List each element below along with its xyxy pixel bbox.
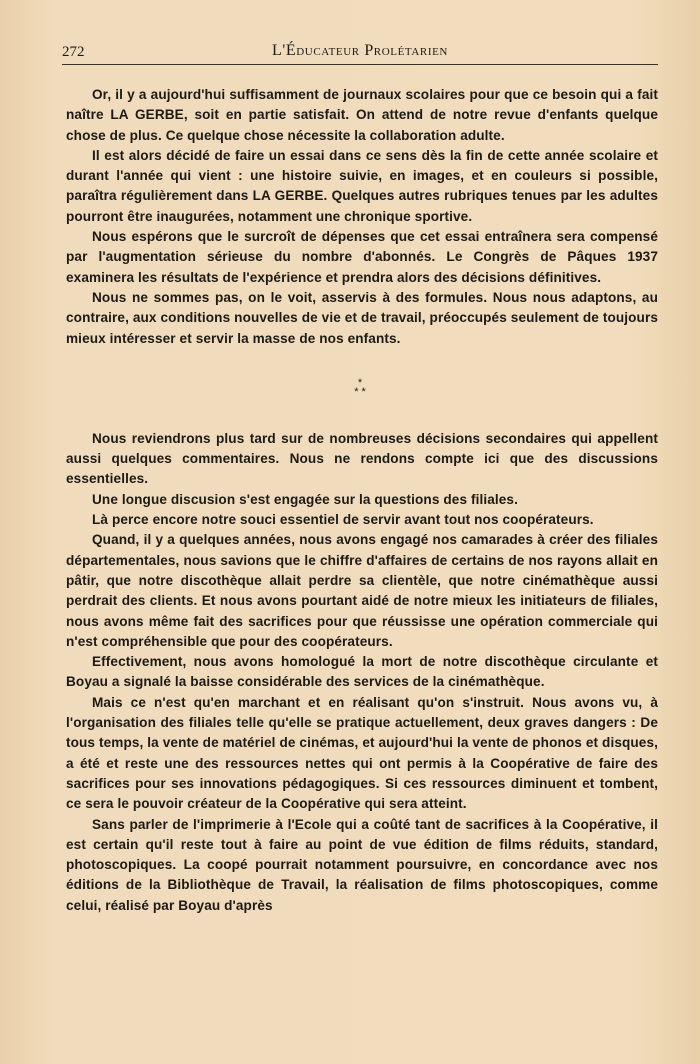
paragraph: Une longue discusion s'est engagée sur la questions des filiales.	[92, 491, 518, 507]
separator-stars-bottom: * *	[354, 385, 366, 398]
paragraph: Mais ce n'est qu'en marchant et en réalisant qu'on s'instruit. Nous avons vu, à l'organisation des filiales telle qu'elle se pratique actuellement, deux graves dangers : De tous temps, la vente de matériel de cinémas, et aujourd'hui la vente de phonos et disques, a été et reste une des ressources nettes qui ont permis à la Coopérative de faire des sacrifices pour ses innovations pédagogiques. Si ces ressources diminuent et tombent, ce sera le pouvoir créateur de la Coopérative qui sera atteint.	[66, 694, 658, 812]
section-two	[62, 429, 658, 916]
page-header	[62, 40, 658, 65]
paragraph: Il est alors décidé de faire un essai dans ce sens dès la fin de cette année scolaire et durant l'année qui vient : une histoire suivie, en images, et en couleurs si possible, paraîtra régulièrement dans LA GERBE. Quelques autres rubriques tenues par les adultes pourront être inaugurées, notamment une chronique sportive.	[66, 147, 658, 224]
paragraph: Or, il y a aujourd'hui suffisamment de journaux scolaires pour que ce besoin qui a fait naître LA GERBE, soit en partie satisfait. On attend de notre revue d'enfants quelque chose de plus. Ce quelque chose nécessite la collaboration adulte.	[66, 87, 658, 143]
paragraph: Nous reviendrons plus tard sur de nombreuses décisions secondaires qui appellent aussi quelques commentaires. Nous ne rendons compte ici que des discussions essentielles.	[66, 430, 658, 487]
section-separator	[62, 376, 658, 398]
paragraph: Nous espérons que le surcroît de dépenses que cet essai entraînera sera compensé par l'augmentation sérieuse du nombre d'abonnés. Le Congrès de Pâques 1937 examinera les résultats de l'expérience et prendra alors des décisions définitives.	[66, 229, 658, 285]
paragraph: Effectivement, nous avons homologué la mort de notre discothèque circulante et Boyau a signalé la baisse considérable des services de la cinémathèque.	[66, 654, 658, 690]
separator-star-top: *	[357, 376, 363, 389]
page-number: 272	[62, 44, 85, 60]
paragraph: Là perce encore notre souci essentiel de servir avant tout nos coopérateurs.	[92, 512, 594, 528]
running-head: L'Éducateur Prolétarien	[272, 42, 448, 59]
paragraph: Quand, il y a quelques années, nous avons engagé nos camarades à créer des filiales départementales, nous savions que le chiffre d'affaires de certains de nos rayons allait en pâtir, que notre discothèque allait perdre sa clientèle, que notre cinémathèque aussi perdrait des clients. Et nous avons pourtant aidé de notre mieux les initiateurs de filiales, nous avons même fait des sacrifices pour que réussisse une opération commerciale qui n'est compréhensible que pour des coopérateurs.	[66, 532, 658, 649]
paragraph: Sans parler de l'imprimerie à l'Ecole qui a coûté tant de sacrifices à la Coopérative, il est certain qu'il reste tout à faire au point de vue édition de films réduits, standard, photoscopiques. La coopé pourrait notamment poursuivre, en concordance avec nos éditions de la Bibliothèque de Travail, la réalisation de films photoscopiques, comme celui, réalisé par Boyau d'après	[66, 816, 658, 913]
section-one	[62, 85, 658, 349]
paragraph: Nous ne sommes pas, on le voit, asservis à des formules. Nous nous adaptons, au contraire, aux conditions nouvelles de vie et de travail, préoccupés seulement de toujours mieux intéresser et servir la masse de nos enfants.	[66, 289, 658, 346]
